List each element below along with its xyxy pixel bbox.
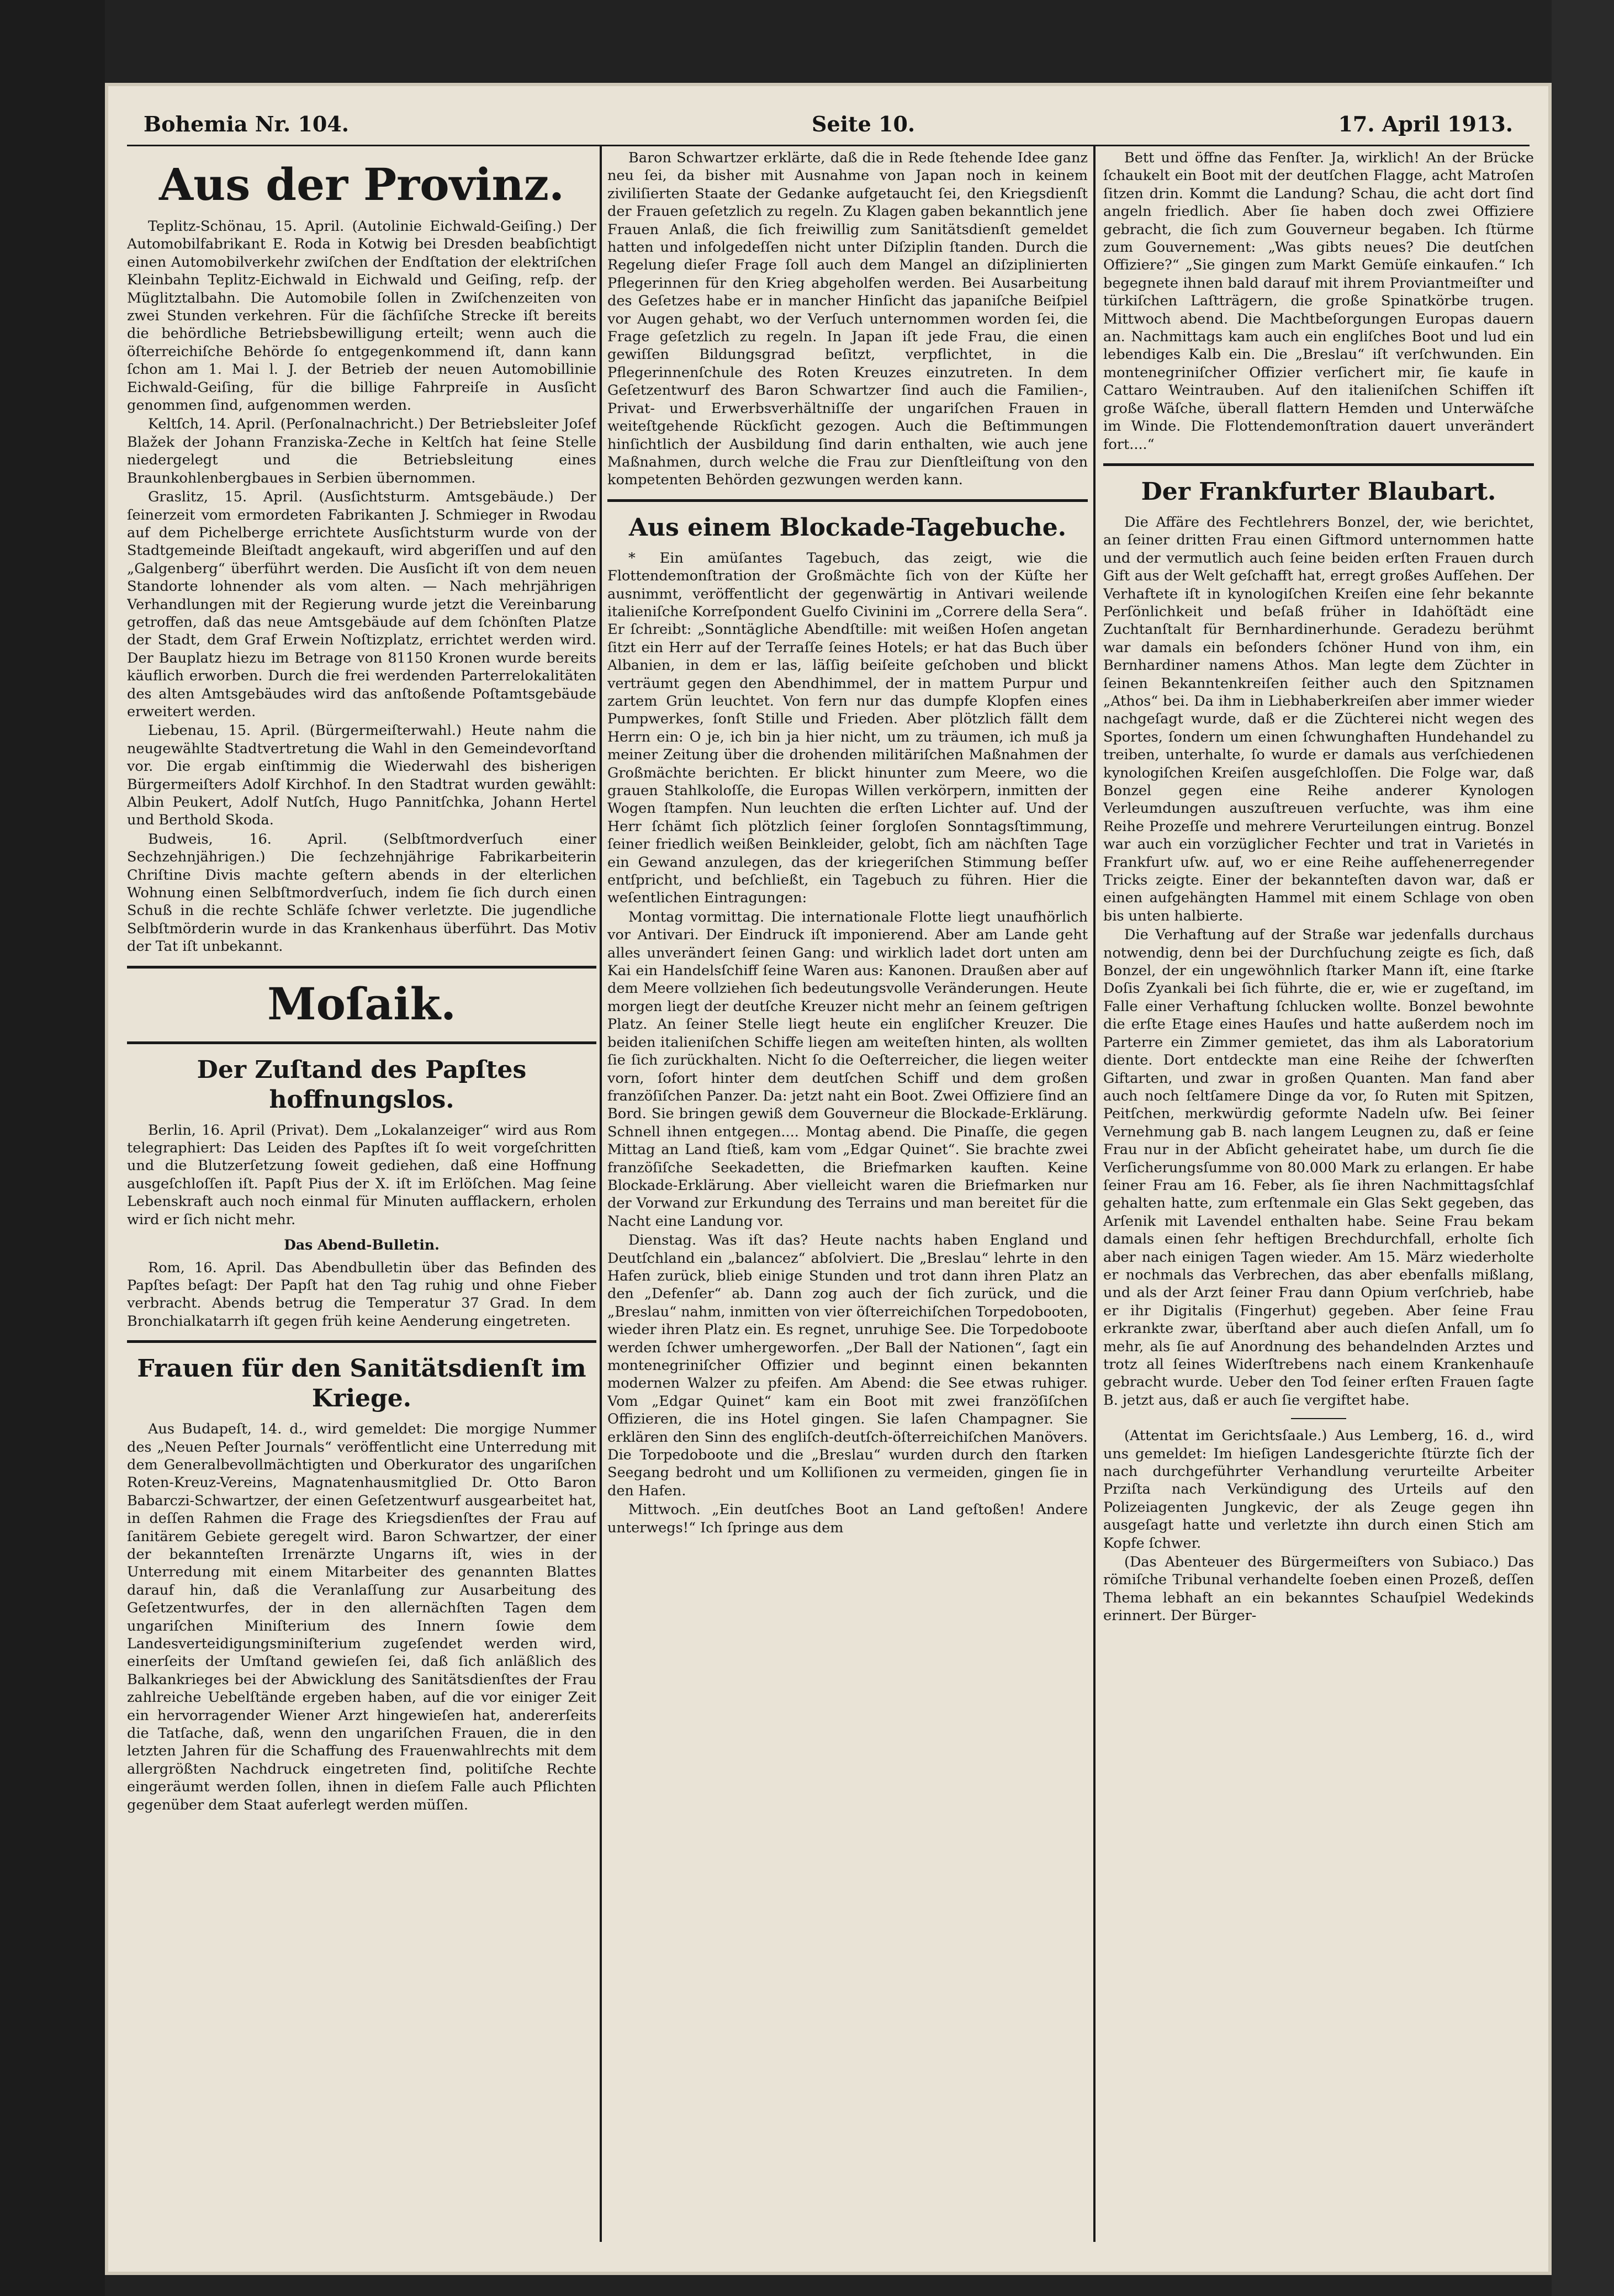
column-rule bbox=[600, 145, 602, 2242]
section-divider bbox=[127, 966, 596, 969]
article-paragraph: Aus Budapeſt, 14. d., wird gemeldet: Die morgige Nummer des „Neuen Peſter Journals“ veröffentlicht eine Unterredung mit dem Generalbevollmächtigten und Oberkurator des ungariſchen Roten-Kreuz-Vereins, Magnatenhausmitglied Dr. Otto Baron Babarczi-Schwartzer, der einen Geſetzentwurf ausgearbeitet hat, in deſſen Rahmen die Frage des Kriegsdienſtes der Frau auf ſanitärem Gebiete geregelt wird. Baron Schwartzer, der einer der bekannteſten Irrenärzte Ungarns iſt, wies in der Unterredung mit einem Mitarbeiter des genannten Blattes darauf hin, daß die Veranlaſſung zur Ausarbeitung des Geſetzentwurfes, der in den allernächſten Tagen dem ungariſchen Miniſterium des Innern ſowie dem Landesverteidigungsminiſterium zugeſendet werden wird, einerſeits der Umſtand gewieſen ſei, daß ſich anläßlich des Balkankrieges bei der Abwicklung des Sanitätsdienſtes der Frau zahlreiche Uebelſtände ergeben haben, auf die vor einiger Zeit ein hervorragender Wiener Arzt hingewieſen hat, andererſeits die Tatſache, daß, wenn den ungariſchen Frauen, die in den letzten Jahren für die Schaffung des Frauenwahlrechts mit dem allergrößten Nachdruck eingetreten ſind, politiſche Rechte eingeräumt werden ſollen, ihnen in dieſem Falle auch Pflichten gegenüber dem Staat auferlegt werden müſſen. bbox=[127, 1421, 596, 1813]
article-paragraph: Teplitz-Schönau, 15. April. (Autolinie Eichwald-Geiſing.) Der Automobilfabrikant E. Roda in Kotwig bei Dresden beabſichtigt einen Automobilverkehr zwiſchen der Endſtation der elektriſchen Kleinbahn Teplitz-Eichwald in Eichwald und Geiſing, reſp. der Müglitztalbahn. Die Automobile ſollen in Zwiſchenzeiten von zwei Stunden verkehren. Für die ſächſiſche Strecke iſt bereits die behördliche Betriebsbewilligung erteilt; wenn auch die öſterreichiſche Behörde ſo entgegenkommend iſt, dann kann ſchon am 1. Mai l. J. der Betrieb der neuen Automobillinie Eichwald-Geiſing, für die billige Fahrpreiſe in Ausſicht genommen ſind, aufgenommen werden. bbox=[127, 218, 596, 414]
column-right bbox=[1103, 149, 1534, 2253]
section-divider bbox=[607, 499, 1088, 502]
section-heading-provinz: Aus der Provinz. bbox=[159, 158, 564, 210]
article-paragraph: Rom, 16. April. Das Abendbulletin über das Befinden des Papſtes beſagt: Der Papſt hat den Tag ruhig und ohne Fieber verbracht. Abends betrug die Temperatur 37 Grad. In dem Bronchialkatarrh iſt gegen früh keine Aenderung eingetreten. bbox=[127, 1259, 596, 1330]
article-subheadline: Das Abend-Bulletin. bbox=[284, 1237, 440, 1253]
article-paragraph: Budweis, 16. April. (Selbſtmordverſuch einer Sechzehnjährigen.) Die ſechzehnjährige Fabrikarbeiterin Chriſtine Divis machte geſtern abends in der elterlichen Wohnung einen Selbſtmordverſuch, indem ſie ſich durch einen Schuß in die rechte Schläfe ſchwer verletzte. Die jugendliche Selbſtmörderin wurde in das Krankenhaus überführt. Das Motiv der Tat iſt unbekannt. bbox=[127, 830, 596, 955]
article-paragraph: Mittwoch. „Ein deutſches Boot an Land geſtoßen! Andere unterwegs!“ Ich ſpringe aus dem bbox=[607, 1501, 1088, 1536]
newspaper-page bbox=[105, 83, 1552, 2275]
article-headline: Der Zuſtand des Papſtes hoffnungslos. bbox=[197, 1055, 527, 1114]
article-paragraph: Die Affäre des Fechtlehrers Bonzel, der, wie berichtet, an ſeiner dritten Frau einen Giftmord unternommen hatte und der vermutlich auch ſeine beiden erſten Frauen durch Gift aus der Welt geſchafft hat, erregt großes Aufſehen. Der Verhaftete iſt in kynologiſchen Kreiſen eine ſehr bekannte Perſönlichkeit und beſaß früher in Idahöſtädt eine Zuchtanſtalt für Bernhardinerhunde. Geradezu berühmt war damals ein beſonders ſchöner Hund von ihm, ein Bernhardiner namens Athos. Man legte dem Züchter in ſeinen Bekanntenkreiſen ſeither auch den Spitznamen „Athos“ bei. Da ihm in Liebhaberkreiſen aber immer wieder nachgeſagt wurde, daß er die Züchterei nicht wegen des Sportes, ſondern um einen ſchwunghaften Hundehandel zu treiben, unterhalte, ſo wurde er damals aus verſchiedenen kynologiſchen Kreiſen ausgeſchloſſen. Die Folge war, daß Bonzel gegen eine Reihe anderer Kynologen Verleumdungen auszuſtreuen verſuchte, was ihm eine Reihe Prozeſſe und mehrere Verurteilungen eintrug. Bonzel war auch ein vorzüglicher Fechter und trat in Varietés in Frankfurt uſw. auf, wo er eine Reihe aufſehenerregender Tricks zeigte. Einer der bekannteſten davon war, daß er einen aufgehängten Hammel mit einem Schlage von oben bis unten halbierte. bbox=[1103, 514, 1534, 924]
scan-left-edge bbox=[0, 0, 105, 2296]
article-headline: Der Frankfurter Blaubart. bbox=[1141, 477, 1496, 506]
article-paragraph: Graslitz, 15. April. (Ausſichtsturm. Amtsgebäude.) Der ſeinerzeit vom ermordeten Fabrikanten J. Schmieger in Rwodau auf dem Pichelberge errichtete Ausſichtsturm wurde von der Stadtgemeinde Bleiſtadt angekauft, wird abgeriſſen und auf den „Galgenberg“ überführt werden. Die Ausſicht iſt von dem neuen Standorte lohnender als vom alten. — Nach mehrjährigen Verhandlungen mit der Regierung wurde jetzt die Vereinbarung getroffen, daß das neue Amtsgebäude auf dem ſchönſten Platze der Stadt, dem Graf Erwein Noſtizplatz, errichtet werden wird. Der Bauplatz hiezu im Betrage von 81150 Kronen wurde bereits käuflich erworben. Durch die frei werdenden Parterrelokalitäten des alten Amtsgebäudes wird das anſtoßende Poſtamtsgebäude erweitert werden. bbox=[127, 489, 596, 720]
masthead-issue: Bohemia Nr. 104. bbox=[144, 112, 350, 136]
article-paragraph: (Attentat im Gerichtsſaale.) Aus Lemberg, 16. d., wird uns gemeldet: Im hieſigen Landesgerichte ſtürzte ſich der nach durchgeführter Verhandlung verurteilte Arbeiter Prziſta nach Verkündigung des Urteils auf den Polizeiagenten Jungkevic, der als Zeuge gegen ihn ausgeſagt hatte und verletzte ihn durch einen Stich am Kopfe ſchwer. bbox=[1103, 1427, 1534, 1552]
section-divider bbox=[127, 1041, 596, 1044]
article-divider bbox=[1291, 1418, 1346, 1419]
article-headline: Frauen für den Sanitätsdienſt im Kriege. bbox=[137, 1355, 586, 1413]
section-divider bbox=[1103, 463, 1534, 466]
masthead-page-number: Seite 10. bbox=[812, 112, 916, 136]
section-divider bbox=[127, 1340, 596, 1343]
article-paragraph: Bett und öffne das Fenſter. Ja, wirklich! An der Brücke ſchaukelt ein Boot mit der deutſchen Flagge, acht Matroſen ſitzen drin. Kommt die Landung? Schau, die acht dort ſind angeln friedlich. Aber ſie haben doch zwei Offiziere gebracht, die ſich zum Gouverneur begaben. Ich ſtürme zum Gouvernement: „Was gibts neues? Die deutſchen Offiziere?“ „Sie gingen zum Markt Gemüſe einkaufen.“ Ich begegnete ihnen bald darauf mit ihrem Proviantmeiſter und türkiſchen Laſtträgern, die große Spinatkörbe trugen. Mittwoch abend. Die Machtbeſorgungen Europas dauern an. Nachmittags kam auch ein engliſches Boot und lud ein lebendiges Kalb ein. Die „Breslau“ iſt verſchwunden. Ein montenegriniſcher Offizier verſichert mir, ſie kaufe in Cattaro Weintrauben. Auf den italieniſchen Schiffen iſt große Wäſche, überall flattern Hemden und Unterwäſche im Winde. Die Flottendemonſtration dauert unverändert fort....“ bbox=[1103, 150, 1534, 453]
section-heading-mosaik: Moſaik. bbox=[267, 977, 456, 1030]
article-paragraph: Berlin, 16. April (Privat). Dem „Lokalanzeiger“ wird aus Rom telegraphiert: Das Leiden des Papſtes iſt ſo weit vorgeſchritten und die Blutzerſetzung ſoweit gediehen, daß eine Hoffnung ausgeſchloſſen iſt. Papſt Pius der X. iſt im Erlöſchen. Mag ſeine Lebenskraft auch noch einmal für Minuten aufflackern, erholen wird er ſich nicht mehr. bbox=[127, 1121, 596, 1228]
masthead bbox=[144, 112, 1513, 145]
column-rule bbox=[1093, 145, 1096, 2242]
masthead-date: 17. April 1913. bbox=[1338, 112, 1513, 136]
article-paragraph: Dienstag. Was iſt das? Heute nachts haben England und Deutſchland ein „balancez“ abſolviert. Die „Breslau“ lehrte in den Hafen zurück, blieb einige Stunden und trot dann ihren Platz an den „Defenſer“ ab. Dann zog auch der ſich zurück, und die „Breslau“ nahm, inmitten von vier öſterreichiſchen Torpedobooten, wieder ihren Platz ein. Es regnet, unruhige See. Die Torpedoboote werden ſchwer umhergeworfen. „Der Ball der Nationen“, ſagt ein montenegriniſcher Offizier und beginnt einen bekannten modernen Walzer zu pfeifen. Am Abend: die See etwas ruhiger. Vom „Edgar Quinet“ kam ein Boot mit zwei franzöſiſchen Offizieren, die ins Hotel gingen. Sie laſen Champagner. Sie erklären den Sinn des engliſch-deutſch-öſterreichiſchen Manövers. Die Torpedoboote und die „Breslau“ wurden durch den ſtarken Seegang bedroht und um Kolliſionen zu vermeiden, gingen ſie in den Hafen. bbox=[607, 1232, 1088, 1499]
article-headline: Aus einem Blockade-Tagebuche. bbox=[628, 513, 1067, 542]
article-paragraph: Keltſch, 14. April. (Perſonalnachricht.) Der Betriebsleiter Joſef Blažek der Johann Franziska-Zeche in Keltſch hat ſeine Stelle niedergelegt und die Betriebsleitung eines Braunkohlenbergbaues in Serbien übernommen. bbox=[127, 416, 596, 486]
article-paragraph: Die Verhaftung auf der Straße war jedenfalls durchaus notwendig, denn bei der Durchſuchung zeigte es ſich, daß Bonzel, der ein ungewöhnlich ſtarker Mann iſt, eine ſtarke Doſis Zyankali bei ſich führte, die er, wie er zugeſtand, im Falle einer Verhaftung ſchlucken wollte. Bonzel bewohnte die erſte Etage eines Hauſes und hatte außerdem noch im Parterre ein Zimmer gemietet, das ihm als Laboratorium diente. Dort entdeckte man eine Reihe der ſchwerſten Giftarten, und zwar in großen Quanten. Man fand aber auch noch ſeltſamere Dinge da vor, ſo Ruten mit Spitzen, Peitſchen, merkwürdig geformte Nadeln uſw. Bei ſeiner Vernehmung gab B. nach langem Leugnen zu, daß er ſeine Frau nur in der Abſicht geheiratet habe, um durch ſie die Verſicherungsſumme von 80.000 Mark zu erlangen. Er habe ſeiner Frau am 16. Feber, als ſie ihren Nachmittagsſchlaf gehalten hatte, zum erſtenmale ein Glas Sekt gegeben, das Arſenik mit Lavendel enthalten habe. Seine Frau bekam damals einen ſehr heftigen Brechdurchfall, erholte ſich aber nach einigen Tagen wieder. Am 15. März wiederholte er nochmals das Verbrechen, das aber ebenfalls mißlang, und als der Arzt ſeiner Frau dann Opium verſchrieb, habe er ihr Digitalis (Fingerhut) gegeben. Aber ſeine Frau erkrankte zwar, überſtand aber auch dieſen Anfall, um ſo mehr, als ſie auf Anordnung des behandelnden Arztes und trotz all ſeines Widerſtrebens nach einem Krankenhauſe gebracht wurde. Ueber den Tod ſeiner erſten Frauen ſagte B. jetzt aus, daß er auch ſie vergiftet habe. bbox=[1103, 927, 1534, 1409]
column-left bbox=[127, 149, 596, 2253]
article-paragraph: Liebenau, 15. April. (Bürgermeiſterwahl.) Heute nahm die neugewählte Stadtvertretung die Wahl in den Gemeindevorſtand vor. Die ergab einſtimmig die Wiederwahl des bisherigen Bürgermeiſters Adolf Kirchhof. In den Stadtrat wurden gewählt: Albin Peukert, Adolf Nutſch, Hugo Pannitſchka, Johann Hertel und Berthold Skoda. bbox=[127, 722, 596, 829]
article-paragraph: Montag vormittag. Die internationale Flotte liegt unaufhörlich vor Antivari. Der Eindruck iſt imponierend. Aber am Lande geht alles unverändert ſeinen Gang: und wirklich ladet dort unten am Kai ein Handelsſchiff ſeine Waren aus: Kanonen. Draußen aber auf dem Meere vollziehen ſich bedeutungsvolle Veränderungen. Heute morgen liegt der deutſche Kreuzer nicht mehr an ſeinem geſtrigen Platz. An ſeiner Stelle liegt heute ein engliſcher Kreuzer. Die beiden italieniſchen Schiffe liegen am weiteſten hinten, als wollten ſie ſich zurückhalten. Nicht ſo die Oeſterreicher, die liegen weiter vorn, ſofort hinter dem deutſchen Schiff und dem großen franzöſiſchen Panzer. Da: jetzt naht ein Boot. Zwei Offiziere ſind an Bord. Sie bringen gewiß dem Gouverneur die Blockade-Erklärung. Schnell ihnen entgegen.... Montag abend. Die Pinaſſe, die gegen Mittag an Land ſtieß, kam vom „Edgar Quinet“. Sie brachte zwei franzöſiſche Seekadetten, die Briefmarken kauften. Keine Blockade-Erklärung. Aber vielleicht waren die Briefmarken nur der Vorwand zur Erkundung des Terrains und man bereitet für die Nacht eine Landung vor. bbox=[607, 908, 1088, 1230]
header-rule bbox=[127, 145, 1530, 146]
article-paragraph: (Das Abenteuer des Bürgermeiſters von Subiaco.) Das römiſche Tribunal verhandelte ſoeben einen Prozeß, deſſen Thema lebhaft an ein bekanntes Schauſpiel Wedekinds erinnert. Der Bürger- bbox=[1103, 1554, 1534, 1625]
column-middle bbox=[607, 149, 1088, 2253]
scan-right-edge bbox=[1552, 0, 1614, 2296]
article-paragraph: * Ein amüſantes Tagebuch, das zeigt, wie die Flottendemonſtration der Großmächte ſich von der Küſte her ausnimmt, veröffentlicht der gegenwärtig in Antivari weilende italieniſche Korreſpondent Guelfo Civinini im „Correre della Sera“. Er ſchreibt: „Sonntägliche Abendſtille: mit weißen Hoſen angetan ſitzt ein Herr auf der Terraſſe ſeines Hotels; er hat das Buch über Albanien, in dem er las, läſſig beiſeite geſchoben und blickt verträumt gegen den Abendhimmel, der in mattem Purpur und zartem Grün leuchtet. Von fern nur das dumpfe Klopfen eines Pumpwerkes, ſonſt Stille und Frieden. Aber plötzlich fällt dem Herrn ein: O je, ich bin ja hier nicht, um zu träumen, ich muß ja meiner Zeitung über die drohenden militäriſchen Maßnahmen der Großmächte berichten. Er blickt hinunter zum Meere, wo die grauen Stahlkoloſſe, die Europas Willen verkörpern, inmitten der Wogen ſtampfen. Nun leuchten die erſten Lichter auf. Und der Herr ſchämt ſich plötzlich ſeiner ſorgloſen Sonntagsſtimmung, ſeiner friedlich weißen Beinkleider, gelobt, ſich am nächſten Tage ein Gewand anzulegen, das der kriegeriſchen Stimmung beſſer entſpricht, und beſchließt, ein Tagebuch zu führen. Hier die weſentlichen Eintragungen: bbox=[607, 549, 1088, 907]
article-paragraph: Baron Schwartzer erklärte, daß die in Rede ſtehende Idee ganz neu ſei, da bisher mit Ausnahme von Japan noch in keinem ziviliſierten Staate der Gedanke aufgetaucht ſei, den Kriegsdienſt der Frauen geſetzlich zu regeln. Zu Klagen gaben bekanntlich jene Frauen Anlaß, die ſich freiwillig zum Sanitätsdienſt gemeldet hatten und infolgedeſſen nicht unter Diſziplin ſtanden. Durch die Regelung dieſer Frage ſoll auch dem Mangel an diſziplinierten Pflegerinnen für den Krieg abgeholfen werden. Bei Ausarbeitung des Geſetzes habe er in mancher Hinſicht das japaniſche Beiſpiel vor Augen gehabt, wo der Verſuch unternommen worden ſei, die Frage geſetzlich zu regeln. In Japan iſt jede Frau, die einen gewiſſen Bildungsgrad beſitzt, verpflichtet, in die Pflegerinnenſchule des Roten Kreuzes einzutreten. In dem Geſetzentwurf des Baron Schwartzer ſind auch die Familien-, Privat- und Erwerbsverhältniſſe der ungariſchen Frauen in weiteſtgehende Rückſicht gezogen. Auch die Beſtimmungen hinſichtlich der Ausbildung ſind darin enthalten, wie auch jene Maßnahmen, durch welche die Frau zur Dienſtleiſtung von den kompetenten Behörden gezwungen werden kann. bbox=[607, 150, 1088, 489]
